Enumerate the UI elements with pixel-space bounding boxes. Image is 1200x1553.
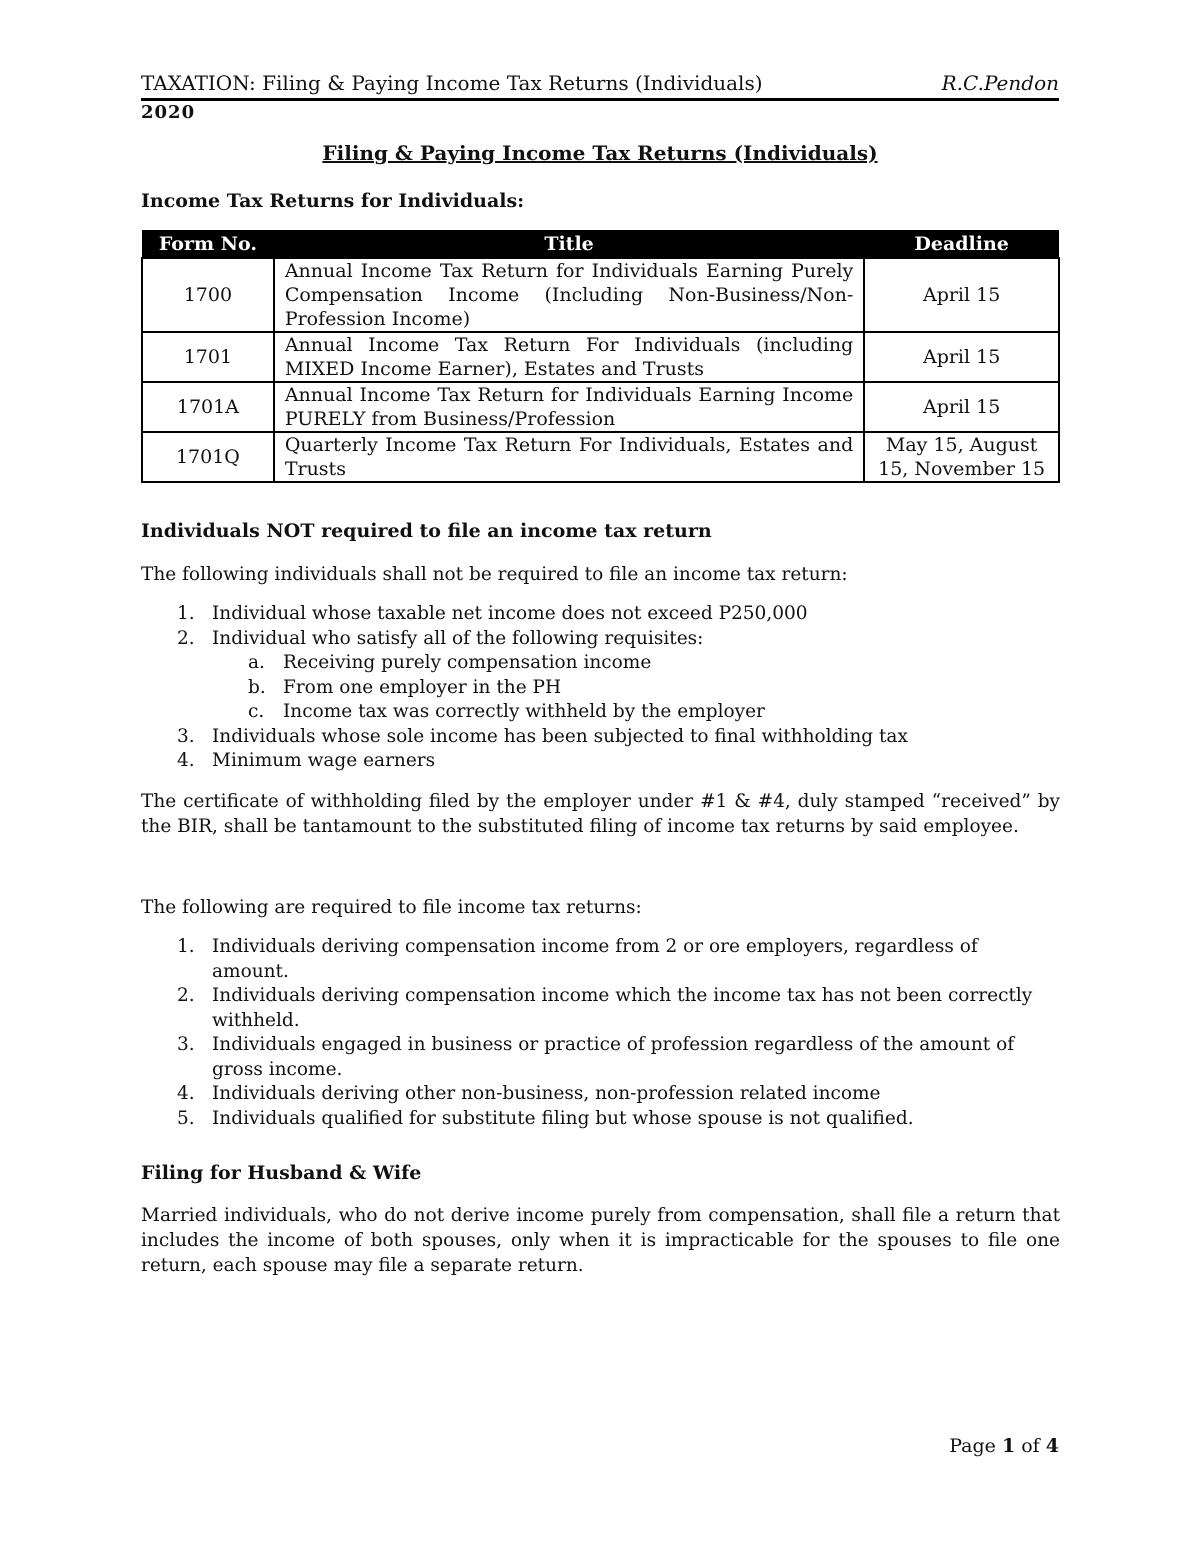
list-item-text: Individuals deriving compensation income from 2 or ore employers, regardless of amount.	[212, 936, 978, 982]
deadline-cell: May 15, August 15, November 15	[864, 432, 1059, 482]
list-item-number: 1.	[177, 603, 195, 624]
list-item	[141, 749, 1060, 774]
list-item	[141, 627, 1060, 725]
sub-list-item	[212, 676, 1060, 701]
form-title-cell: Quarterly Income Tax Return For Individuals, Estates and Trusts	[274, 432, 864, 482]
requisites-sublist	[212, 651, 1060, 725]
list-item-text: Individuals deriving other non-business, non-profession related income	[212, 1083, 881, 1104]
list-item	[141, 935, 1060, 984]
sub-list-item	[212, 700, 1060, 725]
table-row	[142, 432, 1059, 482]
sub-list-item-letter: b.	[248, 676, 266, 698]
deadline-cell: April 15	[864, 382, 1059, 432]
list-item-text: Individual who satisfy all of the following requisites:	[212, 627, 704, 649]
table-row	[142, 332, 1059, 382]
table-row	[142, 382, 1059, 432]
list-item-text: Individuals qualified for substitute filing but whose spouse is not qualified.	[212, 1107, 914, 1129]
list-item-text: Minimum wage earners	[212, 750, 436, 771]
form-title-cell: Annual Income Tax Return for Individuals Earning Income PURELY from Business/Profession	[274, 382, 864, 432]
column-header-deadline: Deadline	[864, 230, 1059, 258]
section-heading-itr: Income Tax Returns for Individuals:	[141, 190, 525, 212]
not-required-intro: The following individuals shall not be required to file an income tax return:	[141, 564, 848, 585]
header-title: TAXATION: Filing & Paying Income Tax Returns (Individuals)	[141, 71, 763, 95]
required-intro: The following are required to file income tax returns:	[141, 897, 642, 918]
deadline-cell: April 15	[864, 258, 1059, 332]
required-list	[141, 935, 1060, 1131]
list-item-text: Individual whose taxable net income does not exceed P250,000	[212, 603, 808, 624]
form-title-cell: Annual Income Tax Return For Individuals (including MIXED Income Earner), Estates and Trusts	[274, 332, 864, 382]
document-title: Filing & Paying Income Tax Returns (Individuals)	[322, 141, 878, 165]
not-required-list	[141, 602, 1060, 774]
sub-list-item-letter: a.	[248, 652, 265, 673]
table-row	[142, 258, 1059, 332]
table-header-row	[142, 230, 1059, 258]
list-item-text: Individuals deriving compensation income which the income tax has not been correctly withheld.	[212, 985, 1033, 1031]
list-item	[141, 1033, 1060, 1082]
list-item-text: Individuals whose sole income has been subjected to final withholding tax	[212, 725, 908, 747]
sub-list-item	[212, 651, 1060, 676]
sub-list-item-text: Income tax was correctly withheld by the employer	[283, 701, 765, 722]
column-header-title: Title	[274, 230, 864, 258]
list-item-number: 2.	[177, 627, 195, 649]
section-heading-husband-wife: Filing for Husband & Wife	[141, 1162, 422, 1184]
list-item	[141, 1107, 1060, 1132]
page-label: Page	[949, 1435, 996, 1457]
list-item-number: 5.	[177, 1107, 195, 1129]
total-pages: 4	[1045, 1435, 1059, 1457]
column-header-form-no: Form No.	[142, 230, 274, 258]
list-item	[141, 1082, 1060, 1107]
form-number-cell: 1700	[142, 258, 274, 332]
husband-wife-text: Married individuals, who do not derive income purely from compensation, shall file a return that includes the income of both spouses, only when it is impracticable for the spouses to file one return, each spouse may file a separate return.	[141, 1205, 1060, 1276]
form-title-cell: Annual Income Tax Return for Individuals Earning Purely Compensation Income (Including Non-Business/Non-Profession Income)	[274, 258, 864, 332]
itr-forms-table	[141, 230, 1060, 483]
list-item-number: 4.	[177, 1083, 195, 1104]
page-number: 1	[1001, 1435, 1016, 1457]
list-item-number: 1.	[177, 936, 195, 957]
of-label: of	[1021, 1435, 1040, 1457]
sub-list-item-letter: c.	[248, 701, 265, 722]
running-header	[141, 70, 1059, 101]
section-heading-not-required: Individuals NOT required to file an income tax return	[141, 520, 712, 542]
list-item	[141, 725, 1060, 750]
list-item-text: Individuals engaged in business or practice of profession regardless of the amount of gross income.	[212, 1034, 1015, 1080]
list-item	[141, 984, 1060, 1033]
substituted-filing-note: The certificate of withholding filed by the employer under #1 & #4, duly stamped “received” by the BIR, shall be tantamount to the substituted filing of income tax returns by said employee.	[141, 791, 1060, 837]
form-number-cell: 1701A	[142, 382, 274, 432]
header-year: 2020	[141, 102, 196, 123]
list-item-number: 2.	[177, 985, 195, 1006]
list-item	[141, 602, 1060, 627]
form-number-cell: 1701Q	[142, 432, 274, 482]
sub-list-item-text: From one employer in the PH	[283, 676, 562, 698]
header-author: R.C.Pendon	[941, 71, 1059, 95]
form-number-cell: 1701	[142, 332, 274, 382]
list-item-number: 4.	[177, 750, 195, 771]
deadline-cell: April 15	[864, 332, 1059, 382]
list-item-number: 3.	[177, 1034, 195, 1055]
page-footer	[949, 1435, 1059, 1457]
sub-list-item-text: Receiving purely compensation income	[283, 652, 652, 673]
list-item-number: 3.	[177, 725, 195, 747]
